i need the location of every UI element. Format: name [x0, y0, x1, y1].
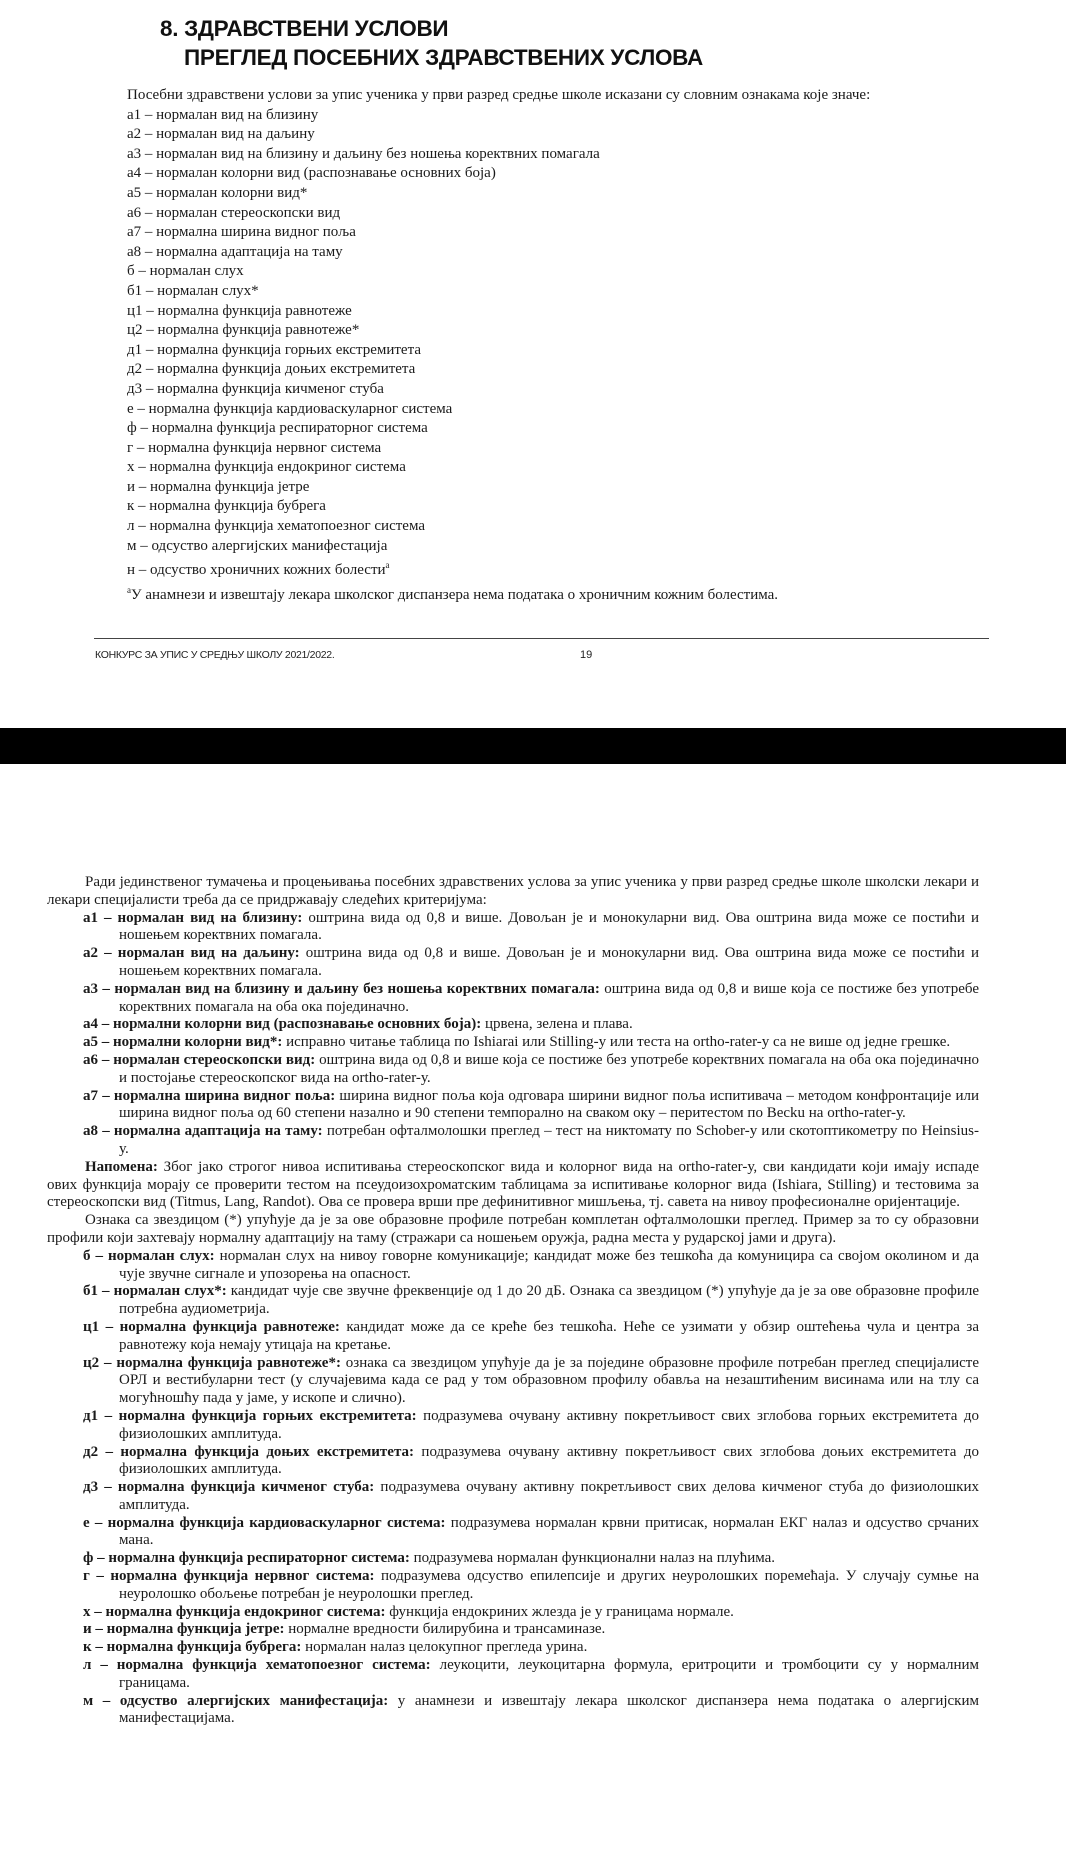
criterion-item [47, 1088, 979, 1124]
list-item: а3 – нормалан вид на близину и даљину без ношења коректвних помагала [127, 145, 600, 162]
list-item: д1 – нормална функција горњих екстремитета [127, 341, 421, 358]
criterion-term: д1 – нормална функција горњих екстремитета: [83, 1407, 417, 1424]
criterion-text: ознака са звездицом упућује да је за поједине образовне профиле потребан преглед специјалисте ОРЛ и вестибуларни тест (у случајевима када се рад у том образовном профилу обавља на незаштићеним висинама или на тлу са могућношћу пада у јаме, у ископе и слично). [119, 1354, 979, 1407]
footer-title: КОНКУРС ЗА УПИС У СРЕДЊУ ШКОЛУ 2021/2022. [95, 649, 335, 661]
criterion-text: нормалне вредности билирубина и трансаминазе. [284, 1621, 606, 1638]
list-item: к – нормална функција бубрега [127, 498, 326, 515]
criterion-term: ф – нормална функција респираторног система: [83, 1550, 410, 1567]
criterion-term: б1 – нормалан слух*: [83, 1283, 227, 1300]
criterion-item [47, 910, 979, 946]
criterion-text: кандидат чује све звучне фреквенције од 1 до 20 дБ. Ознака са звездицом (*) упућује да је за ове образовне профиле потребна аудиометрија. [119, 1283, 979, 1318]
criterion-term: ц1 – нормална функција равнотеже: [83, 1318, 340, 1335]
criterion-item [47, 1639, 979, 1657]
heading-line-2: ПРЕГЛЕД ПОСЕБНИХ ЗДРАВСТВЕНИХ УСЛОВА [184, 45, 703, 70]
list-item: а4 – нормалан колорни вид (распознавање основних боја) [127, 165, 496, 182]
criterion-term: е – нормална функција кардиоваскуларног система: [83, 1514, 446, 1531]
criterion-item [47, 1444, 979, 1480]
criterion-text: оштрина вида од 0,8 и више. Довољан је и монокуларни вид. Ова оштрина вида може се постићи и ношењем коректвних помагала. [119, 909, 979, 944]
criterion-term: а4 – нормални колорни вид (распознавање основних боја): [83, 1016, 482, 1033]
list-item: а5 – нормалан колорни вид* [127, 184, 308, 201]
list-item: м – одсуство алергијских манифестација [127, 537, 388, 554]
list-item: х – нормална функција ендокриног система [127, 459, 406, 476]
list-item: а1 – нормалан вид на близину [127, 106, 319, 123]
criterion-item [47, 1568, 979, 1604]
criterion-item [47, 1034, 979, 1052]
criterion-term: м – одсуство алергијских манифестација: [83, 1692, 389, 1709]
list-item: д3 – нормална функција кичменог стуба [127, 380, 384, 397]
criterion-item [47, 1016, 979, 1034]
footnote-marker: а [385, 560, 390, 571]
criterion-item [47, 1604, 979, 1622]
list-item: ф – нормална функција респираторног система [127, 420, 428, 437]
document-page-19 [0, 0, 1066, 728]
criteria-body [47, 874, 979, 1728]
footnote-text: У анамнези и извештају лекара школског диспанзера нема података о хроничним кожним болестима. [131, 586, 779, 603]
list-item: а6 – нормалан стереоскопски вид [127, 204, 341, 221]
criterion-text: исправно читање таблица по Ishiarai или Stilling-у или теста на ortho-rater-у са не више од једне грешке. [282, 1034, 951, 1051]
criterion-term: а7 – нормална ширина видног поља: [83, 1087, 336, 1104]
criterion-item [47, 1248, 979, 1284]
criterion-item [47, 1621, 979, 1639]
page-number: 19 [580, 649, 593, 661]
note-paragraph [47, 1159, 979, 1212]
list-item: л – нормална функција хематопоезног система [127, 518, 425, 535]
criterion-item [47, 1408, 979, 1444]
note-text: Због јако строгог нивоа испитивања стереоскопског вида и колорног вида на ortho-rater-у, сви кандидати који имају испаде ових функција морају се проверити тестом на псеудоизохроматским таблицама за испитивање колорног вида (Ishiara, Stilling) и тестовима за стереоскопски вид (Titmus, Lang, Randot). Ова се провера врши пре дефинитивног мишљења, тј. савета на нивоу професионалне оријентације. [47, 1158, 979, 1211]
list-item: ц2 – нормална функција равнотеже* [127, 322, 360, 339]
heading-line-1: 8. ЗДРАВСТВЕНИ УСЛОВИ [160, 16, 449, 41]
list-item-text: н – одсуство хроничних кожних болести [127, 562, 386, 579]
criterion-text: нормалан слух на нивоу говорне комуникације; кандидат може без тешкоћа да комуницира са својом околином и да чује звучне сигнале и упозорења на опасност. [119, 1247, 979, 1282]
criterion-term: г – нормална функција нервног система: [83, 1568, 375, 1585]
criterion-term: и – нормална функција јетре: [83, 1621, 285, 1638]
list-intro: Посебни здравствени услови за упис ученика у први разред средње школе исказани су словним ознакама које значе: [127, 87, 871, 103]
criterion-term: х – нормална функција ендокриног система: [83, 1603, 386, 1620]
criterion-item [47, 1693, 979, 1729]
list-item: б – нормалан слух [127, 263, 244, 280]
health-codes-list [127, 86, 1007, 605]
criterion-item [47, 1479, 979, 1515]
criterion-term: б – нормалан слух: [83, 1247, 215, 1264]
criterion-item [47, 1123, 979, 1159]
page-gap-band [0, 728, 1066, 764]
criterion-item [47, 1052, 979, 1088]
asterisk-paragraph: Ознака са звездицом (*) упућује да је за ове образовне профиле потребан комплетан офталмолошки преглед. Пример за то су образовни профили који захтевају нормалну адаптацију на таму (стражари са ношењем оружја, радна места у рударској јами и друга). [47, 1212, 979, 1246]
section-heading [160, 14, 703, 72]
list-item: д2 – нормална функција доњих екстремитета [127, 361, 416, 378]
criterion-term: а3 – нормалан вид на близину и даљину без ношења коректвних помагала: [83, 980, 600, 997]
list-item: е – нормална функција кардиоваскуларног система [127, 400, 453, 417]
footnote [127, 581, 1007, 606]
footnote-marker: а [127, 584, 131, 595]
criterion-text: оштрина вида од 0,8 и више која се постиже без употребе коректвних помагала на оба ока појединачно и постојање стереоскопског вида на ortho-rater-у. [119, 1051, 980, 1086]
criterion-text: оштрина вида од 0,8 и више. Довољан је и монокуларни вид. Ова оштрина вида може се постићи и ношењем коректвних помагала. [119, 945, 979, 979]
criterion-term: а2 – нормалан вид на даљину: [83, 945, 300, 962]
criterion-item [47, 1657, 979, 1693]
list-item [127, 556, 1007, 581]
list-item: а2 – нормалан вид на даљину [127, 126, 315, 143]
criterion-text: кандидат може да се креће без тешкоћа. Неће се узимати у обзир оштећења чула и центра за равнотежу која немају утицаја на кретање. [119, 1318, 979, 1353]
criterion-text: оштрина вида од 0,8 и више која се постиже без употребе коректвних помагала на оба ока појединачно. [119, 980, 979, 1015]
criterion-term: д3 – нормална функција кичменог стуба: [83, 1479, 375, 1496]
criterion-term: л – нормална функција хематопоезног система: [83, 1657, 431, 1674]
list-item: и – нормална функција јетре [127, 478, 310, 495]
criterion-text: у анамнези и извештају лекара школског диспанзера нема података о алергијским манифестацијама. [119, 1692, 979, 1727]
criterion-text: подразумева одсуство епилепсије и других неуролошких поремећаја. У случају сумње на неуролошко обољење потребан је неуролошки преглед. [119, 1568, 979, 1602]
document-page-20 [0, 764, 1066, 1870]
criterion-text: потребан офталмолошки преглед – тест на никтомату по Schober-у или скотоптикометру по Heinsius-у. [119, 1123, 979, 1157]
footer-divider [94, 638, 989, 639]
criterion-item [47, 1319, 979, 1355]
criterion-term: а8 – нормална адаптација на таму: [83, 1123, 323, 1140]
criterion-text: подразумева очувану активну покретљивост свих зглобова доњих екстремитета до физиолошких амплитуда. [119, 1443, 979, 1478]
criterion-item [47, 945, 979, 981]
list-item: ц1 – нормална функција равнотеже [127, 302, 352, 319]
criterion-text: подразумева нормалан функционални налаз на плућима. [409, 1550, 776, 1567]
criterion-text: леукоцити, леукоцитарна формула, еритроцити и тромбоцити су у нормалним границама. [119, 1657, 979, 1691]
list-item: г – нормална функција нервног система [127, 439, 382, 456]
criterion-item [47, 1550, 979, 1568]
criterion-text: подразумева очувану активну покретљивост свих зглобова горњих екстремитета до физиолошких амплитуда. [119, 1407, 979, 1442]
criterion-item [47, 1515, 979, 1551]
list-item: а7 – нормална ширина видног поља [127, 224, 356, 241]
criterion-term: к – нормална функција бубрега: [83, 1639, 302, 1656]
criterion-term: ц2 – нормална функција равнотеже*: [83, 1354, 341, 1371]
criterion-text: ширина видног поља која одговара ширини видног поља испитивача – методом конфронтације или ширина видног поља од 60 степени назално и 90 степени темпорално на сваком оку – перитестом по Becku на ortho-rater-у. [119, 1087, 980, 1122]
criterion-text: нормалан налаз целокупног прегледа урина. [301, 1639, 588, 1656]
criterion-item [47, 1355, 979, 1408]
list-item: а8 – нормална адаптација на таму [127, 243, 343, 260]
criterion-term: а5 – нормални колорни вид*: [83, 1034, 283, 1051]
criterion-term: а1 – нормалан вид на близину: [83, 909, 303, 926]
criterion-term: д2 – нормална функција доњих екстремитета: [83, 1443, 415, 1460]
criterion-text: подразумева очувану активну покретљивост свих делова кичменог стуба до физиолошких амплитуда. [119, 1479, 979, 1513]
list-item: б1 – нормалан слух* [127, 282, 259, 299]
criterion-text: подразумева нормалан крвни притисак, нормалан ЕКГ налаз и одсуство срчаних мана. [119, 1514, 979, 1549]
criterion-item [47, 981, 979, 1017]
note-term: Напомена: [85, 1158, 158, 1175]
criterion-item [47, 1283, 979, 1319]
criteria-intro: Ради јединственог тумачења и процењивања посебних здравствених услова за упис ученика у први разред средње школе школски лекари и лекари специјалисти треба да се придржавају следећих критеријума: [47, 874, 979, 908]
criterion-text: функција ендокриних жлезда је у границама нормале. [385, 1603, 734, 1620]
criterion-text: црвена, зелена и плава. [481, 1016, 633, 1033]
criterion-term: а6 – нормалан стереоскопски вид: [83, 1051, 316, 1068]
